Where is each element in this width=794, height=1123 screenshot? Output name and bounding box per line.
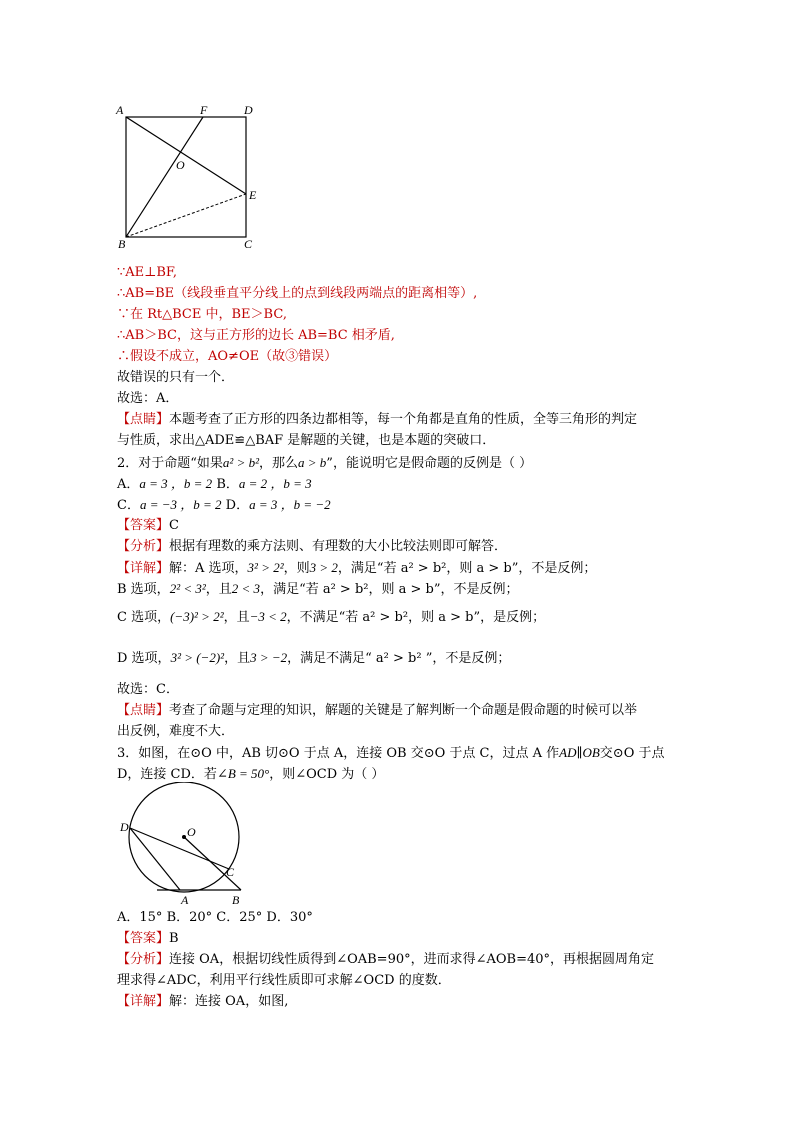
detail-b-math: 2² < 3² bbox=[169, 581, 206, 596]
label-d: D bbox=[120, 820, 129, 834]
q3-stem2-pre: D，连接 CD．若 bbox=[117, 767, 217, 782]
detail-d-post: ，满足不满足“ a² > b² ”，不是反例； bbox=[287, 651, 511, 666]
q2-option-b: a = 2 ，b = 3 bbox=[238, 476, 312, 491]
detail-a-mid: ，则 bbox=[283, 561, 310, 576]
detail-a-math2: 3 > 2 bbox=[309, 560, 338, 575]
label-f: F bbox=[200, 103, 208, 117]
proof-line-5: ∴假设不成立，AO≠OE（故③错误） bbox=[117, 349, 338, 364]
q3-stem-line-1 bbox=[117, 745, 664, 762]
q2-option-a-label: A． bbox=[117, 477, 140, 492]
detail-a-math: 3² > 2² bbox=[247, 560, 284, 575]
q3-options: A．15° B．20° C．25° D．30° bbox=[117, 910, 313, 925]
analysis-tag: 【分析】 bbox=[117, 539, 170, 554]
detail-b-math2: 2 < 3 bbox=[231, 581, 261, 596]
proof-line-3: ∵在 Rt△BCE 中，BE＞BC, bbox=[117, 307, 287, 322]
label-c: C bbox=[226, 865, 235, 879]
answer-value: C bbox=[169, 518, 179, 533]
label-d: D bbox=[244, 103, 253, 117]
detail-a-pre: 解：A 选项， bbox=[169, 561, 248, 576]
detail-d-pre: D 选项， bbox=[117, 651, 171, 666]
proof-line-6: 故错误的只有一个． bbox=[117, 370, 235, 385]
comment-text: 考查了命题与定理的知识，解题的关键是了解判断一个命题是假命题的时候可以举 bbox=[169, 703, 638, 718]
comment-tag: 【点睛】 bbox=[117, 412, 170, 427]
comment-text: 本题考查了正方形的四条边都相等，每一个角都是直角的性质，全等三角形的判定 bbox=[169, 412, 638, 427]
q3-stem-math: AD∥OB bbox=[559, 745, 600, 760]
label-b: B bbox=[118, 237, 126, 250]
circle-figure bbox=[113, 782, 253, 907]
q2-detail-b bbox=[117, 581, 519, 598]
analysis-text: 根据有理数的乘方法则、有理数的大小比较法则即可解答． bbox=[169, 539, 508, 554]
q3-answer bbox=[117, 931, 179, 947]
answer-value: B bbox=[169, 931, 179, 946]
segment-be-dashed bbox=[126, 194, 246, 237]
detail-tag: 【详解】 bbox=[117, 994, 170, 1009]
label-a: A bbox=[116, 103, 124, 117]
segment-dc bbox=[130, 828, 229, 869]
q2-answer bbox=[117, 518, 179, 534]
detail-c-post: ，不满足“若 a² > b²，则 a > b”，是反例； bbox=[286, 610, 546, 625]
detail-b-post: ，满足“若 a² > b²，则 a > b”，不是反例； bbox=[260, 582, 519, 597]
detail-d-mid: ，且 bbox=[224, 651, 251, 666]
detail-c-mid: ，且 bbox=[223, 610, 250, 625]
q3-analysis-line-2: 理求得∠ADC，利用平行线性质即可求解∠OCD 的度数． bbox=[117, 973, 451, 988]
q2-option-a: a = 3 ，b = 2 bbox=[139, 476, 213, 491]
proof-line-7: 故选：A． bbox=[117, 391, 179, 406]
q2-detail-a bbox=[117, 560, 596, 577]
answer-tag: 【答案】 bbox=[117, 931, 170, 946]
label-a: A bbox=[181, 893, 189, 907]
segment-bf bbox=[126, 117, 203, 237]
segment-ad bbox=[130, 828, 180, 890]
square-figure bbox=[110, 100, 270, 250]
label-o: O bbox=[187, 825, 196, 839]
q2-stem bbox=[117, 455, 532, 472]
detail-b-pre: B 选项， bbox=[117, 582, 170, 597]
label-e: E bbox=[249, 188, 257, 202]
q2-options-cd bbox=[117, 497, 331, 514]
label-o: O bbox=[176, 158, 185, 172]
detail-a-post: ，满足“若 a² > b²，则 a > b”，不是反例； bbox=[337, 561, 597, 576]
q1-comment-line-2: 与性质，求出△ADE≌△BAF 是解题的关键，也是本题的突破口． bbox=[117, 433, 496, 448]
detail-b-mid: ，且 bbox=[205, 582, 232, 597]
q3-stem2-math: ∠B = 50° bbox=[216, 766, 270, 781]
q1-comment-line-1 bbox=[117, 412, 637, 428]
q2-option-d-label: D． bbox=[221, 498, 250, 513]
detail-d-math2: 3 > −2 bbox=[250, 650, 288, 665]
q2-comment-line-1 bbox=[117, 703, 637, 719]
square-abcd bbox=[126, 117, 246, 237]
q2-stem-pre: 2．对于命题“如果 bbox=[117, 456, 223, 471]
q2-option-b-label: B． bbox=[212, 477, 239, 492]
detail-tag: 【详解】 bbox=[117, 561, 170, 576]
q2-choose: 故选：C． bbox=[117, 682, 179, 697]
q3-stem-post: 交⊙O 于点 bbox=[599, 746, 665, 761]
q2-detail-d bbox=[117, 650, 510, 667]
detail-c-math2: −3 < 2 bbox=[249, 609, 287, 624]
q3-stem2-post: ，则∠OCD 为（ ） bbox=[269, 767, 385, 782]
q2-stem-mid: ，那么 bbox=[259, 456, 299, 471]
q3-stem-line-2 bbox=[117, 766, 384, 783]
label-c: C bbox=[244, 237, 253, 250]
detail-c-math: (−3)² > 2² bbox=[170, 609, 224, 624]
q2-options-ab bbox=[117, 476, 312, 493]
proof-line-1: ∵AE⊥BF, bbox=[117, 265, 178, 280]
q2-comment-line-2: 出反例，难度不大． bbox=[117, 724, 235, 739]
q2-stem-condition: a² > b² bbox=[222, 455, 259, 470]
q2-stem-conclusion: a > b bbox=[298, 455, 327, 470]
segment-ae bbox=[126, 117, 246, 194]
proof-line-2: ∴AB=BE（线段垂直平分线上的点到线段两端点的距离相等）, bbox=[117, 286, 478, 301]
q2-option-c: a = −3 ，b = 2 bbox=[139, 497, 222, 512]
q2-option-c-label: C． bbox=[117, 498, 140, 513]
label-b: B bbox=[232, 893, 240, 907]
q2-analysis bbox=[117, 539, 507, 555]
analysis-tag: 【分析】 bbox=[117, 952, 170, 967]
q3-detail bbox=[117, 994, 288, 1010]
q3-analysis-line-1 bbox=[117, 952, 654, 968]
analysis-text: 连接 OA，根据切线性质得到∠OAB=90°，进而求得∠AOB=40°，再根据圆周角定 bbox=[169, 952, 655, 967]
answer-tag: 【答案】 bbox=[117, 518, 170, 533]
detail-c-pre: C 选项， bbox=[117, 610, 171, 625]
q2-option-d: a = 3 ，b = −2 bbox=[249, 497, 331, 512]
comment-tag: 【点睛】 bbox=[117, 703, 170, 718]
detail-text: 解：连接 OA，如图, bbox=[169, 994, 289, 1009]
q2-detail-c bbox=[117, 609, 545, 626]
q2-stem-post: ”，能说明它是假命题的反例是（ ） bbox=[326, 456, 533, 471]
proof-line-4: ∴AB＞BC，这与正方形的边长 AB=BC 相矛盾, bbox=[117, 328, 395, 343]
detail-d-math: 3² > (−2)² bbox=[170, 650, 225, 665]
q3-stem-pre: 3．如图，在⊙O 中，AB 切⊙O 于点 A，连接 OB 交⊙O 于点 C，过点 A 作 bbox=[117, 746, 560, 761]
